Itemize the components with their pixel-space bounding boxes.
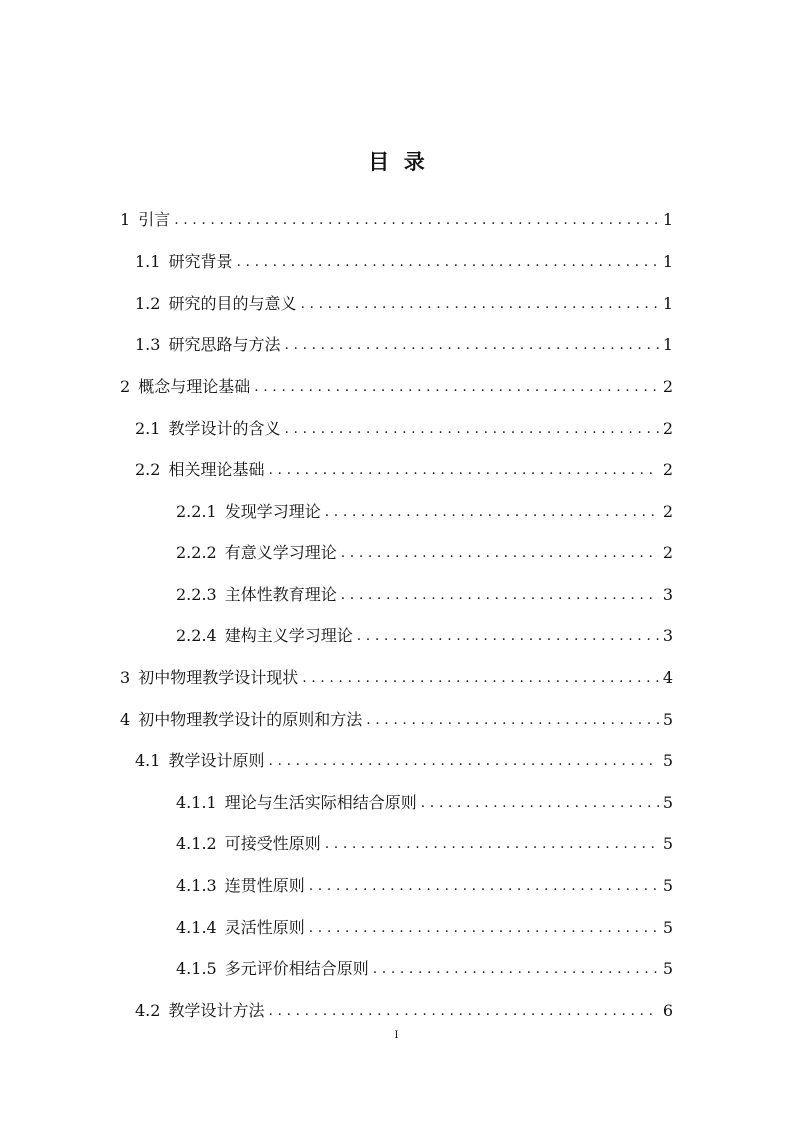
toc-entry[interactable] bbox=[176, 957, 673, 981]
toc-leader-dots bbox=[268, 999, 658, 1023]
toc-leader-dots bbox=[309, 916, 659, 940]
toc-entry-page: 2 bbox=[662, 460, 673, 479]
toc-entry-title: 研究背景 bbox=[168, 252, 233, 271]
toc-entry-title: 理论与生活实际相结合原则 bbox=[224, 793, 417, 812]
toc-entry-number: 2.2.1 bbox=[176, 502, 217, 521]
toc-entry-title: 可接受性原则 bbox=[224, 834, 321, 853]
toc-entry-title: 教学设计的含义 bbox=[168, 419, 281, 438]
toc-entry-number: 2.2.2 bbox=[176, 543, 217, 562]
toc-leader-dots bbox=[341, 541, 659, 565]
toc-leader-dots bbox=[341, 583, 659, 607]
toc-leader-dots bbox=[284, 333, 658, 357]
toc-entry[interactable] bbox=[176, 624, 673, 648]
toc-entry[interactable] bbox=[120, 666, 673, 690]
toc-entry-title: 有意义学习理论 bbox=[224, 543, 337, 562]
toc-entry-title: 建构主义学习理论 bbox=[224, 626, 353, 645]
toc-entry-number: 2.2 bbox=[135, 460, 161, 479]
toc-entry[interactable] bbox=[135, 458, 673, 482]
toc-entry[interactable] bbox=[135, 250, 673, 274]
toc-entry-title: 教学设计方法 bbox=[168, 1001, 265, 1020]
toc-entry[interactable] bbox=[176, 832, 673, 856]
toc-entry-number: 4 bbox=[120, 710, 131, 729]
toc-entry-page: 5 bbox=[662, 834, 673, 853]
toc-entry[interactable] bbox=[135, 749, 673, 773]
toc-entry-page: 5 bbox=[662, 959, 673, 978]
toc-entry-title: 多元评价相结合原则 bbox=[224, 959, 369, 978]
toc-entry-page: 5 bbox=[662, 918, 673, 937]
toc-entry-page: 1 bbox=[662, 335, 673, 354]
toc-leader-dots bbox=[325, 500, 659, 524]
toc-entry-title: 相关理论基础 bbox=[168, 460, 265, 479]
toc-leader-dots bbox=[268, 749, 658, 773]
toc-entry-title: 连贯性原则 bbox=[224, 876, 305, 895]
toc-entry-page: 5 bbox=[662, 793, 673, 812]
toc-entry[interactable] bbox=[135, 292, 673, 316]
toc-leader-dots bbox=[325, 832, 659, 856]
toc-entry-number: 3 bbox=[120, 668, 131, 687]
toc-entry[interactable] bbox=[120, 208, 673, 232]
toc-entry[interactable] bbox=[120, 708, 673, 732]
toc-entry[interactable] bbox=[135, 333, 673, 357]
toc-entry-page: 2 bbox=[662, 543, 673, 562]
toc-leader-dots bbox=[254, 375, 659, 399]
page-number-footer: I bbox=[394, 1030, 399, 1041]
toc-entry-title: 研究思路与方法 bbox=[168, 335, 281, 354]
toc-entry-page: 1 bbox=[662, 210, 673, 229]
toc-entry-number: 4.1 bbox=[135, 751, 161, 770]
toc-entry-number: 4.1.4 bbox=[176, 918, 217, 937]
toc-entry-title: 灵活性原则 bbox=[224, 918, 305, 937]
toc-entry-page: 3 bbox=[662, 585, 673, 604]
toc-entry-number: 1.3 bbox=[135, 335, 161, 354]
toc-entry-number: 1.1 bbox=[135, 252, 161, 271]
toc-entry-page: 1 bbox=[662, 252, 673, 271]
toc-entry[interactable] bbox=[120, 375, 673, 399]
toc-entry-page: 4 bbox=[662, 668, 673, 687]
toc-entry-number: 4.1.1 bbox=[176, 793, 217, 812]
toc-entry[interactable] bbox=[176, 791, 673, 815]
toc-entry-title: 主体性教育理论 bbox=[224, 585, 337, 604]
toc-entry-page: 5 bbox=[662, 876, 673, 895]
toc-entry-number: 4.1.2 bbox=[176, 834, 217, 853]
toc-entry-title: 发现学习理论 bbox=[224, 502, 321, 521]
toc-entry[interactable] bbox=[176, 583, 673, 607]
toc-leader-dots bbox=[366, 708, 659, 732]
toc-leader-dots bbox=[284, 417, 658, 441]
toc-entry-title: 初中物理教学设计的原则和方法 bbox=[138, 710, 363, 729]
toc-entry-number: 2.2.4 bbox=[176, 626, 217, 645]
toc-entry-number: 4.2 bbox=[135, 1001, 161, 1020]
toc-entry-page: 5 bbox=[662, 710, 673, 729]
toc-entry-page: 1 bbox=[662, 294, 673, 313]
page-title: 目 录 bbox=[368, 149, 425, 174]
toc-entry-number: 2.1 bbox=[135, 419, 161, 438]
toc-entry-number: 4.1.3 bbox=[176, 876, 217, 895]
toc-leader-dots bbox=[357, 624, 659, 648]
toc-entry-title: 初中物理教学设计现状 bbox=[138, 668, 299, 687]
toc-leader-dots bbox=[300, 292, 658, 316]
toc-entry[interactable] bbox=[135, 999, 673, 1023]
toc-leader-dots bbox=[373, 957, 659, 981]
toc-entry[interactable] bbox=[176, 500, 673, 524]
toc-entry-title: 概念与理论基础 bbox=[138, 377, 251, 396]
toc-entry-number: 1 bbox=[120, 210, 131, 229]
toc-entry[interactable] bbox=[176, 874, 673, 898]
toc-entry-title: 引言 bbox=[138, 210, 171, 229]
toc-entry[interactable] bbox=[176, 541, 673, 565]
toc-entry[interactable] bbox=[135, 417, 673, 441]
toc-leader-dots bbox=[236, 250, 658, 274]
toc-entry[interactable] bbox=[176, 916, 673, 940]
toc-entry-number: 1.2 bbox=[135, 294, 161, 313]
toc-leader-dots bbox=[421, 791, 659, 815]
toc-leader-dots bbox=[174, 208, 659, 232]
toc-entry-page: 2 bbox=[662, 419, 673, 438]
toc-entry-page: 6 bbox=[662, 1001, 673, 1020]
toc-entry-number: 4.1.5 bbox=[176, 959, 217, 978]
toc-entry-title: 研究的目的与意义 bbox=[168, 294, 297, 313]
toc-leader-dots bbox=[268, 458, 658, 482]
toc-leader-dots bbox=[302, 666, 659, 690]
toc-leader-dots bbox=[309, 874, 659, 898]
toc-entry-page: 2 bbox=[662, 502, 673, 521]
toc-entry-page: 3 bbox=[662, 626, 673, 645]
toc-entry-page: 2 bbox=[662, 377, 673, 396]
toc-entry-title: 教学设计原则 bbox=[168, 751, 265, 770]
toc-entry-number: 2 bbox=[120, 377, 131, 396]
toc-entry-number: 2.2.3 bbox=[176, 585, 217, 604]
toc-entry-page: 5 bbox=[662, 751, 673, 770]
